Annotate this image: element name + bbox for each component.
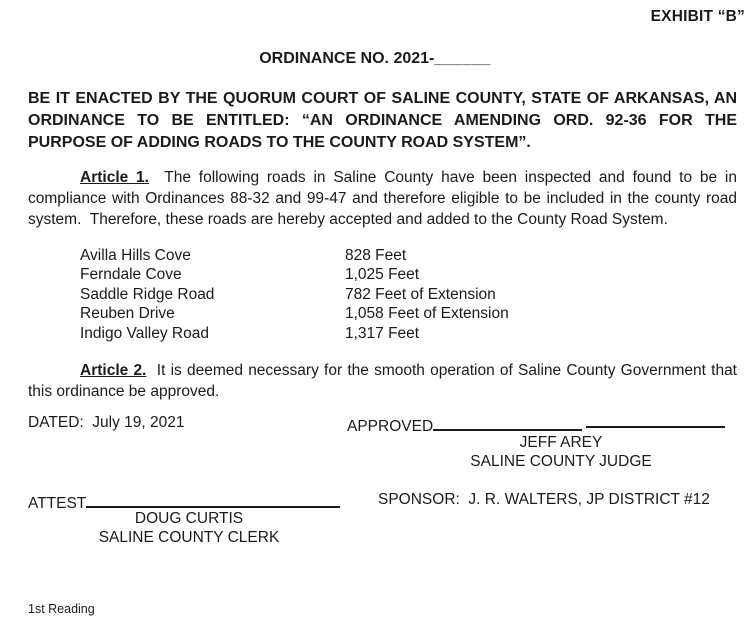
document-title: [0, 50, 750, 68]
attest-label: ATTEST: [28, 495, 87, 512]
article-1-label: Article 1.: [80, 169, 149, 186]
road-name: Saddle Ridge Road: [80, 285, 215, 303]
approved-label: APPROVED: [347, 418, 434, 435]
road-list-row: [80, 304, 509, 323]
clerk-signature-block: [62, 510, 316, 547]
dated-line: DATED: July 19, 2021: [28, 414, 185, 431]
ordinance-number-text: ORDINANCE NO. 2021-: [259, 50, 435, 67]
judge-name: JEFF AREY: [519, 434, 603, 451]
road-length: 828 Feet: [345, 247, 407, 264]
approved-signature-line-2: [586, 411, 725, 428]
road-name: Indigo Valley Road: [80, 324, 209, 342]
road-name: Avilla Hills Cove: [80, 247, 191, 264]
sponsor-line: SPONSOR: J. R. WALTERS, JP DISTRICT #12: [378, 491, 710, 508]
ordinance-number-blank: ______: [434, 50, 491, 67]
road-length: 1,317 Feet: [345, 324, 420, 342]
clerk-name: DOUG CURTIS: [134, 510, 244, 527]
approved-signature-row: [347, 414, 725, 436]
judge-signature-block: [415, 434, 707, 471]
road-list-row: [80, 265, 509, 284]
road-name: Ferndale Cove: [80, 266, 182, 284]
article-2-label: Article 2.: [80, 362, 147, 379]
article-1-text: The following roads in Saline County have been inspected and found to be in compliance with Ordinances 88-32 and 99-47 and therefore eligible to be included in the county road system. Therefore, these roads are hereby accepted and added to the County Road System.: [28, 169, 737, 228]
road-length: 1,025 Feet: [345, 266, 420, 284]
road-list-row: [80, 246, 509, 265]
attest-signature-line: [86, 491, 340, 508]
road-list-row: [80, 285, 509, 304]
exhibit-label: EXHIBIT “B”: [650, 8, 745, 25]
article-1-paragraph: [28, 167, 737, 230]
clerk-title: SALINE COUNTY CLERK: [98, 528, 280, 546]
road-length: 782 Feet of Extension: [345, 285, 496, 303]
road-list: [80, 246, 509, 343]
judge-title: SALINE COUNTY JUDGE: [470, 452, 652, 470]
enacting-clause: BE IT ENACTED BY THE QUORUM COURT OF SALINE COUNTY, STATE OF ARKANSAS, AN ORDINANCE TO BE ENTITLED: “AN ORDINANCE AMENDING ORD. 92-36 FOR THE PURPOSE OF ADDING ROADS TO THE COUNTY ROAD SYSTEM”.: [28, 90, 737, 151]
reading-note: 1st Reading: [28, 602, 95, 616]
road-length: 1,058 Feet of Extension: [345, 305, 509, 323]
road-list-row: [80, 324, 509, 343]
article-2-paragraph: [28, 360, 737, 402]
road-name: Reuben Drive: [80, 305, 175, 323]
article-2-text: It is deemed necessary for the smooth operation of Saline County Government that this ordinance be approved.: [28, 362, 737, 400]
approved-signature-line: [433, 414, 582, 431]
